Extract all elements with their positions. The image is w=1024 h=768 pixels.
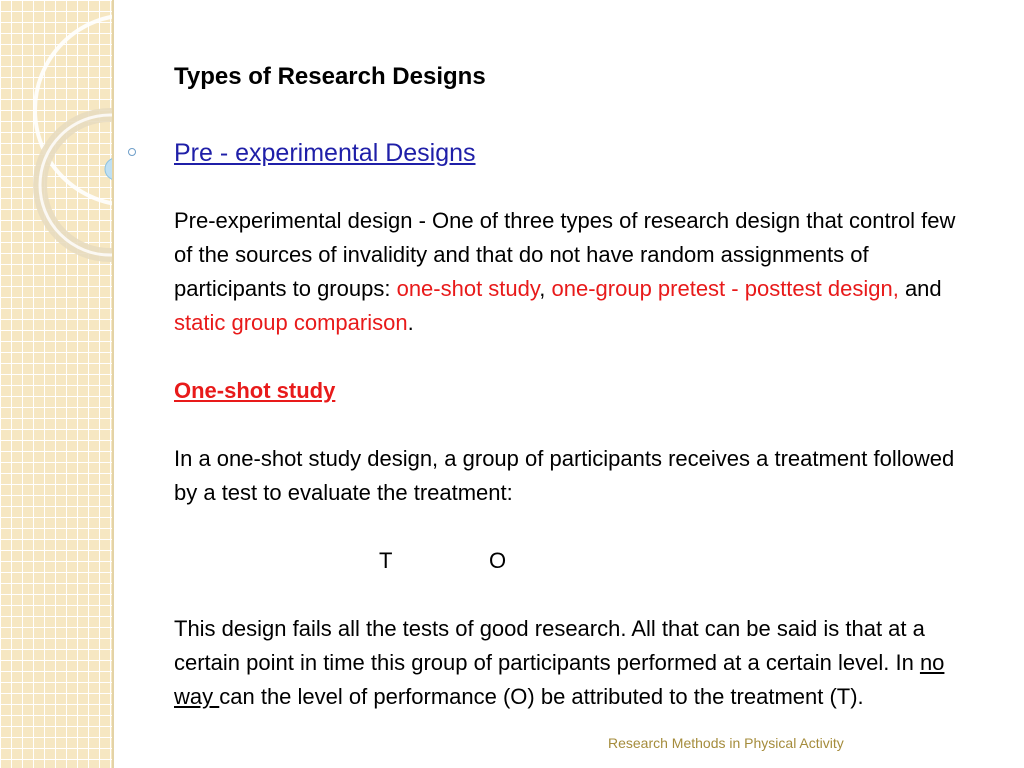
conclusion-paragraph [174,612,974,714]
panel-divider [112,0,114,768]
description-paragraph: In a one-shot study design, a group of participants receives a treatment followed by a test to evaluate the treatment: [174,446,955,505]
section-heading-one-shot-study[interactable]: One-shot study [174,378,336,403]
slide-subtitle-link[interactable]: Pre - experimental Designs [174,139,476,167]
conclusion-text-2: can the level of performance (O) be attributed to the treatment (T). [219,684,864,709]
intro-text: Pre-experimental design - One of three types of research design that control few of the sources of invalidity and that do not have random assignments of participants to groups: [174,208,956,301]
intro-separator-1: , [539,276,552,301]
decorative-side-panel [0,0,112,768]
intro-end: . [407,310,414,335]
design-formula [174,544,974,578]
slide-content [174,60,974,714]
conclusion-text-1: This design fails all the tests of good research. All that can be said is that at a certain point in time this group of participants performed at a certain level. In [174,616,925,675]
intro-paragraph [174,204,974,340]
formula-treatment: T [379,548,393,573]
slide-title: Types of Research Designs [174,63,486,90]
term-one-shot-study: one-shot study [396,276,540,301]
decorative-circles [0,0,112,768]
conclusion-emphasis: no way [174,650,945,709]
intro-separator-2: and [898,276,942,301]
formula-observation: O [489,548,507,573]
slide-footer: Research Methods in Physical Activity [608,735,844,751]
term-one-group-pretest-posttest: one-group pretest - posttest design, [551,276,899,301]
bullet-icon [128,148,136,156]
term-static-group-comparison: static group comparison [174,310,408,335]
